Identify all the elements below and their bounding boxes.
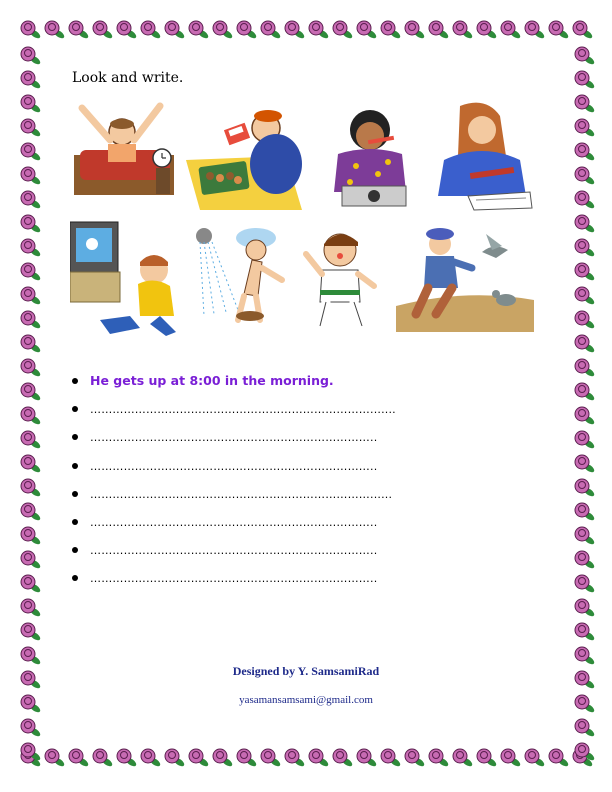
rose-icon xyxy=(333,749,354,768)
rose-icon xyxy=(21,407,42,426)
instruction-heading: Look and write. xyxy=(72,70,184,86)
rose-border-top xyxy=(18,14,594,44)
rose-icon xyxy=(21,479,42,498)
rose-icon xyxy=(21,335,42,354)
rose-icon xyxy=(575,311,596,330)
rose-icon xyxy=(21,743,42,762)
bullet-icon xyxy=(72,547,78,553)
rose-icon xyxy=(285,749,306,768)
bullet-icon xyxy=(72,406,78,412)
bullet-icon xyxy=(72,575,78,581)
rose-icon xyxy=(429,21,450,40)
answer-line: …………………………………………………………………....... xyxy=(90,403,396,417)
answer-line: ………………………………………………………………….. xyxy=(90,459,378,473)
feeding-birds-icon xyxy=(396,222,534,332)
rose-icon xyxy=(429,749,450,768)
list-item xyxy=(70,370,550,398)
bullet-icon xyxy=(72,463,78,469)
list-item xyxy=(70,511,550,539)
rose-icon xyxy=(575,119,596,138)
rose-icon xyxy=(21,215,42,234)
rose-border-bottom xyxy=(18,742,594,772)
rose-icon xyxy=(575,47,596,66)
rose-icon xyxy=(21,167,42,186)
rose-icon xyxy=(575,95,596,114)
rose-icon xyxy=(575,479,596,498)
rose-icon xyxy=(525,21,546,40)
rose-icon xyxy=(21,95,42,114)
rose-icon xyxy=(309,21,330,40)
rose-icon xyxy=(141,21,162,40)
rose-icon xyxy=(21,311,42,330)
rose-icon xyxy=(405,749,426,768)
rose-icon xyxy=(575,191,596,210)
taking-shower-icon xyxy=(184,224,294,324)
bullet-icon xyxy=(72,519,78,525)
rose-icon xyxy=(575,287,596,306)
rose-icon xyxy=(21,71,42,90)
rose-border-left xyxy=(14,14,44,772)
rose-icon xyxy=(575,239,596,258)
rose-icon xyxy=(575,167,596,186)
rose-icon xyxy=(165,749,186,768)
rose-icon xyxy=(93,21,114,40)
rose-icon xyxy=(21,263,42,282)
studying-icon xyxy=(430,100,534,212)
rose-icon xyxy=(189,749,210,768)
rose-icon xyxy=(213,21,234,40)
bullet-icon xyxy=(72,434,78,440)
rose-icon xyxy=(45,749,66,768)
rose-icon xyxy=(575,263,596,282)
rose-icon xyxy=(575,623,596,642)
list-item xyxy=(70,455,550,483)
brushing-teeth-icon xyxy=(326,104,414,208)
watching-tv-icon xyxy=(70,220,186,336)
rose-icon xyxy=(21,455,42,474)
rose-icon xyxy=(21,383,42,402)
rose-icon xyxy=(333,21,354,40)
rose-icon xyxy=(501,21,522,40)
list-item xyxy=(70,567,550,595)
rose-icon xyxy=(21,47,42,66)
rose-icon xyxy=(453,749,474,768)
rose-icon xyxy=(575,455,596,474)
rose-icon xyxy=(575,551,596,570)
rose-icon xyxy=(549,749,570,768)
bullet-icon xyxy=(72,378,78,384)
rose-icon xyxy=(575,407,596,426)
rose-border-right xyxy=(568,14,598,772)
list-item xyxy=(70,426,550,454)
rose-icon xyxy=(575,143,596,162)
rose-icon xyxy=(477,749,498,768)
rose-icon xyxy=(357,749,378,768)
rose-icon xyxy=(261,749,282,768)
rose-icon xyxy=(549,21,570,40)
example-sentence: He gets up at 8:00 in the morning. xyxy=(90,373,334,388)
rose-icon xyxy=(285,21,306,40)
rose-icon xyxy=(117,749,138,768)
list-item xyxy=(70,539,550,567)
rose-icon xyxy=(575,359,596,378)
rose-icon xyxy=(213,749,234,768)
rose-icon xyxy=(21,575,42,594)
rose-icon xyxy=(21,623,42,642)
rose-icon xyxy=(261,21,282,40)
waking-up-icon xyxy=(72,100,182,200)
rose-icon xyxy=(405,21,426,40)
rose-icon xyxy=(45,21,66,40)
rose-icon xyxy=(575,503,596,522)
rose-icon xyxy=(21,359,42,378)
rose-icon xyxy=(309,749,330,768)
rose-icon xyxy=(237,21,258,40)
rose-icon xyxy=(21,503,42,522)
rose-icon xyxy=(381,749,402,768)
rose-icon xyxy=(237,749,258,768)
answer-line: ………………………………………………………………….. xyxy=(90,515,378,529)
rose-icon xyxy=(575,431,596,450)
rose-icon xyxy=(21,191,42,210)
rose-icon xyxy=(117,21,138,40)
list-item xyxy=(70,483,550,511)
rose-icon xyxy=(189,21,210,40)
rose-icon xyxy=(21,599,42,618)
rose-icon xyxy=(357,21,378,40)
rose-icon xyxy=(575,383,596,402)
rose-icon xyxy=(575,599,596,618)
rose-icon xyxy=(21,527,42,546)
rose-icon xyxy=(21,287,42,306)
rose-icon xyxy=(381,21,402,40)
rose-icon xyxy=(575,719,596,738)
rose-icon xyxy=(477,21,498,40)
answer-line: ………………………………………………………………….. xyxy=(90,544,378,558)
answer-line: ………………………………………………………………….. xyxy=(90,572,378,586)
bullet-icon xyxy=(72,491,78,497)
rose-icon xyxy=(141,749,162,768)
rose-icon xyxy=(575,215,596,234)
rose-icon xyxy=(93,749,114,768)
answer-list xyxy=(70,370,550,596)
rose-icon xyxy=(575,743,596,762)
rose-icon xyxy=(165,21,186,40)
rose-icon xyxy=(575,71,596,90)
eating-breakfast-icon xyxy=(186,98,302,210)
rose-icon xyxy=(501,749,522,768)
rose-icon xyxy=(21,239,42,258)
rose-icon xyxy=(21,431,42,450)
rose-icon xyxy=(453,21,474,40)
rose-icon xyxy=(575,527,596,546)
answer-line: …………………………………………………………………...... xyxy=(90,487,393,501)
rose-icon xyxy=(21,719,42,738)
rose-icon xyxy=(575,335,596,354)
rose-icon xyxy=(575,575,596,594)
rose-icon xyxy=(69,21,90,40)
karate-icon xyxy=(298,224,384,330)
answer-line: ………………………………………………………………….. xyxy=(90,431,378,445)
rose-icon xyxy=(21,143,42,162)
rose-icon xyxy=(525,749,546,768)
rose-icon xyxy=(21,551,42,570)
rose-icon xyxy=(21,119,42,138)
rose-icon xyxy=(69,749,90,768)
list-item xyxy=(70,398,550,426)
designer-email: yasamansamsami@gmail.com xyxy=(239,694,373,706)
designer-credit: Designed by Y. SamsamiRad xyxy=(232,664,380,678)
